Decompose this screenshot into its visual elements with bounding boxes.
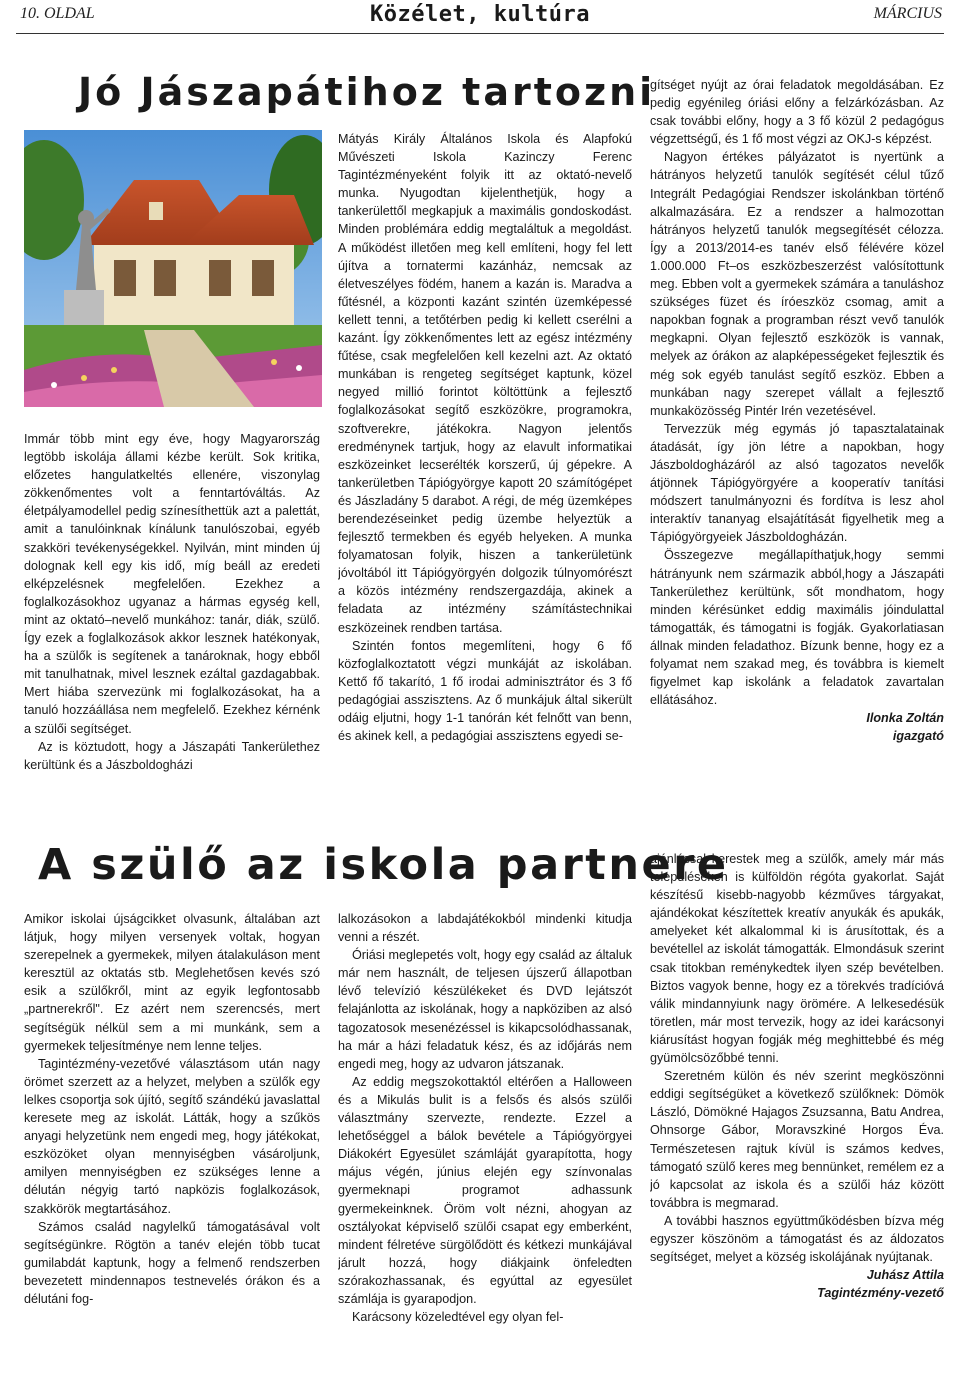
- page-header: [0, 0, 960, 34]
- article2-title: A szülő az iskola partnere: [38, 840, 729, 890]
- signature-role: igazgató: [892, 729, 944, 744]
- article1-title: Jó Jászapátihoz tartozni: [78, 70, 656, 114]
- article2-column-3: [650, 850, 944, 1380]
- paragraph: Szintén fontos megemlíteni, hogy 6 fő közfoglalkoztatott végzi munkáját az iskolában. Kettő fő takarító, 1 fő irodai adminisztrátor és 3 fő pedagógiai asszisztens. Az ő munkájuk által sikerült odáig eljutni, hogy 1-1 tanórán két felnőtt van benn, és akinek kell, a pedagógiai asszisztens egyedi se-: [338, 638, 632, 744]
- issue-month: MÁRCIUS: [873, 5, 942, 22]
- paragraph: Karácsony közeledtével egy olyan fel-: [352, 1310, 564, 1325]
- signature-name: Ilonka Zoltán: [866, 711, 944, 726]
- paragraph: Tervezzük még egymás jó tapasztalatainak átadását, így jön létre a napokban, hogy Jászboldogházáról az alsó tagozatos nevelők átjönnek Tápiógyörgyére a kooperatív tanítási módszert tanulmányozni és fordítva is lesz ahol interaktív tananyag elsajátítását figyelhetik meg a Tápiógyörgyeiek Jászboldogházán.: [650, 421, 944, 545]
- article2-column-1: [24, 910, 320, 1378]
- paragraph: Az is köztudott, hogy a Jászapáti Tankerülethez kerültünk és a Jászboldogházi: [24, 739, 320, 772]
- section-title: Közélet, kultúra: [370, 2, 590, 27]
- paragraph: A további hasznos együttműködésben bízva még egyszer köszönöm a támogatást és az áldozatos segítséget, melyet a község iskolájának nyújtanak.: [650, 1213, 944, 1265]
- paragraph: Számos család nagylelkű támogatásával volt segítségünkre. Rögtön a tanév elején több tucat gumilabdát kaptunk, hogy a felmenő rendszerben bevezetett mindennapos testnevelés órákon és a délutáni fog-: [24, 1219, 320, 1306]
- article2-column-2: [338, 910, 632, 1378]
- paragraph: Tagintézmény-vezetővé választásom után nagy örömet szerzett az a helyzet, melyben a szülők egy lelkes csoportja sok újító, segítő szándékú javaslattal keresete meg az iskolát. Látták, hogy a szűkös anyagi helyzetünk nem engedi meg, hogy játékokat, eszközöket olyan mennyiségben vásároljunk, amilyen mennyiségben ez szükséges lenne a délután négyig tartó napközis foglalkozások, szakkörök megtartásához.: [24, 1056, 320, 1216]
- paragraph: Nagyon értékes pályázatot is nyertünk a hátrányos helyzetű tanulók segítését célul tűző Integrált Pedagógiai Rendszer iskolánkban történő alkalmazására. Ez a rendszer a halmozottan hátrányos helyzetű tanulók megsegítését célozza. Így a 2013/2014-es tanév első félévére közel 1.000.000 Ft–os eszközbeszerzést valósítottunk meg. Ebben volt a gyermekek számára a tanuláshoz szükséges füzet és íróeszköz csomag, amit a napokban fognak a programban részt vevő tanulók megkapni. Olyan fejlesztő eszközök is vannak, melyek az órákon az alapképességeket fejlesztik és még sok egyéb tanulást segítő eszköz. Ebben a munkában nagy szerepet vállalt a fejlesztő munkaközösség Pintér Irén vezetésével.: [650, 150, 944, 418]
- page-number: 10. OLDAL: [20, 5, 95, 22]
- article1-column-3: [650, 76, 944, 836]
- paragraph: Mátyás Király Általános Iskola és Alapfokú Művészeti Iskola Kazinczy Ferenc Tagintézményeként folyik itt az oktató-nevelő munka. Nyugodtan kijelenthetjük, hogy a tankerülettől megkapjuk a maximális gondoskodást. Minden problémára eddig megtaláltuk a megoldást. A működést illetően meg kell említeni, hogy fel lett újítva a tornatermi kazánház, nemcsak az életveszélyes födém, hanem a kazán is. Maradva a fűtésnél, a központi kazánt szintén üzemképessé kellett tenni, a tetőtérben pedig ki kellett cserélni a kazánt. Így zökkenőmentes lett az egész intézmény fűtése, csak megfelelően kell kezelni azt. Az oktató munkában is rengeteg segítséget kaptunk, közel negyed millió forintot költöttünk a fejlesztő foglalkozásokat segítő eszközökre, programokra, szoftverekre, játékokra. Nagyon jelentős eredménynek tartjuk, hogy az elavult informatikai eszközeinket lecserélték korszerű, új gépekre. A tankerületben Tápiógyörgye kapott 20 számítógépet és Jászladány 5 darabot. A régi, de még üzemképes berendezéseinket pedig üzembe helyeztük a fejlesztő termekben és egyéb helyeken. A munka folyamatosan folyik, hiszen a tankerületünk jóvoltából itt Tápiógyörgyén dolgozik túlnyomórészt a közös intézmény rendszergazdája, akinek a feladata az intézmény számítástechnikai eszközeinek rendben tartása.: [338, 132, 632, 635]
- paragraph: Az eddig megszokottaktól eltérően a Halloween és a Mikulás bulit is a felsős és alsós szülői választmány szervezte, rendezte. Ezzel a lehetőséggel a bálok bevétele a Tápiógyörgyei Diákokért Egyesület számláját gyarapította, hogy május végén, június elején egy színvonalas gyermeknapi programot adhassunk gyermekeinknek. Öröm volt nézni, ahogyan az osztályokat képviselő szülői csapat egy emberként, mindent félretéve sürgölődött és kétkezi munkájával járult hozzá, hogy diákjaink önfeledten szórakozhassanak, és egyúttal az egyesület számlája is gyarapodjon.: [338, 1074, 632, 1306]
- school-building-statue-photo-icon: [24, 130, 322, 407]
- article1-column-2: [338, 130, 632, 830]
- signature-role: Tagintézmény-vezető: [817, 1286, 944, 1301]
- article1-column-1: [24, 430, 320, 826]
- school-photo: [24, 130, 322, 407]
- paragraph: gítséget nyújt az órai feladatok megoldásában. Ez pedig egyénileg óriási előny a felzárkózásban. Az csak további előny, hogy a 3 fő közül 2 pedagógus végzettségű, és 1 fő most végzi az OKJ-s képzést.: [650, 78, 944, 147]
- paragraph: lalkozásokon a labdajátékokból mindenki kitudja venni a részét.: [338, 912, 632, 945]
- paragraph: Összegezve megállapíthatjuk,hogy semmi hátrányunk nem származik abból,hogy a Jászapáti Tankerülethez kerültünk, sőt mondhatom, hogy minden kérésünket eddig maximális jóindulattal támogatták, és támogatni is fogják. Gyakorlatiasan állnak minden feladathoz. Bízunk benne, hogy ez a folyamat nem szakad meg, és továbbra is kiemelt figyelmet kap iskolánk a feladatok zavartalan ellátásához.: [650, 548, 944, 708]
- header-divider: [16, 33, 944, 34]
- paragraph: Óriási meglepetés volt, hogy egy család az általuk már nem használt, de teljesen újszerű állapotban lévő televízió készülékeket és DVD lejátszót felajánlotta az iskolának, hogy a napköziben az alsó tagozatosok mesenézéssel is kikapcsolódhassanak, ha már a házi feladatuk kész, és az időjárás nem engedi meg, hogy az udvaron játszanak.: [338, 948, 632, 1071]
- signature-name: Juhász Attila: [866, 1268, 944, 1283]
- paragraph: Amikor iskolai újságcikket olvasunk, általában azt látjuk, hogy milyen versenyek voltak, hogyan szerepelnek a gyermekek, milyen átalakuláson ment keresztül az oktatás stb. Meglehetősen kevés szó esik a szülőkről, mint az egyik legfontosabb „partnerekről". Ez azért nem szerencsés, mert segítségük nélkül sem a mi munkánk, sem a gyermekek teljesítménye nem lenne teljes.: [24, 912, 320, 1053]
- paragraph: Immár több mint egy éve, hogy Magyarország legtöbb iskolája állami kézbe került. Sok kritika, előzetes hangulatkeltés ellenére, viszonylag zökkenőmentes volt a fenntartóváltás. Az életpályamodellel pedig színesíthettük azt a palettát, amit a tanulóinknak kínálunk tanulószobai, egyéb szakköri tevékenységekkel. Nyilván, mint minden új dolognak kell egy kis idő, míg beáll az eredeti elképzelésnek megfelelően. Ezekhez a foglalkozásokhoz ugyanaz a hármas egység kell, mint az oktató–nevelő munkához: tanár, diák, szülő. Így ezek a foglalkozások akkor lesznek hatékonyak, ha a szülők is segítenek a tanároknak, hogy ebből mit tanulhatnak, mivel lesznek ezáltal gazdagabbak. Mert hiába szervezünk mi foglalkozásokat, ha a tanuló hozzáállása nem megfelelő. Ezekhez kérnénk a szülői segítséget.: [24, 432, 320, 736]
- paragraph: Szeretném külön és név szerint megköszönni eddigi segítségüket a következő szülőknek: Dömök László, Dömökné Hajagos Zsuzsanna, Batu Andrea, Ohnsorge Gábor, Moravszkiné Horgos Éva. Természetesen rajtuk kívül is számos kedves, támogató szülő keres meg bennünket, remélem ez a jó kapcsolat az iskola és a szülői ház között továbbra is megmarad.: [650, 1069, 944, 1210]
- paragraph: ajánlással kerestek meg a szülők, amely már más településeken is külföldön régóta gyakorlat. Saját készítésű kisebb-nagyobb kézműves tárgyakat, ajándékokat készítettek kreatív anyukák és apukák, amelyeket két alkalommal ki is árusítottak, és a bevétellel az iskolát támogatták. Elmondásuk szerint csak titokban reménykedtek ilyen szép bevételben. Biztos vagyok benne, hogy ez a törekvés tradícióvá válik mindannyiunk nagy örömére. A lelkesedésük töretlen, már most tervezik, hogy az idei karácsonyi kiárusítást hogyan fogják még meghittebbé és még gyümölcsözőbbé tenni.: [650, 852, 944, 1066]
